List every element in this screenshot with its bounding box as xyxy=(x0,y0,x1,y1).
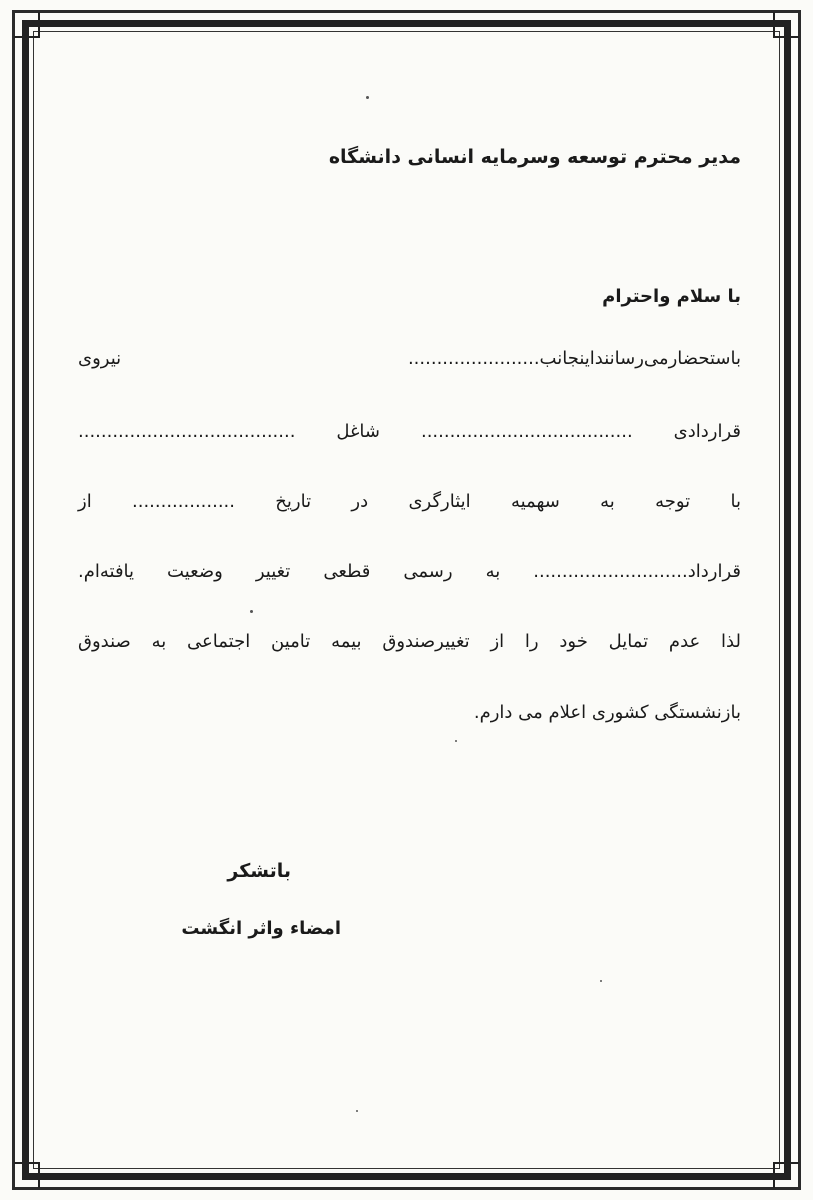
signature-label: امضاء واثر انگشت xyxy=(181,918,341,939)
body-line-3: با توجه به سهمیه ایثارگری در تاریخ .................. از xyxy=(78,491,741,512)
scan-speck xyxy=(250,610,253,613)
closing-thanks: باتشکر xyxy=(227,860,291,882)
border-corner-ornament xyxy=(14,12,40,38)
scan-speck xyxy=(366,96,369,99)
border-corner-ornament xyxy=(773,12,799,38)
scan-speck xyxy=(455,740,457,742)
scan-speck xyxy=(600,980,602,982)
page-border-inner xyxy=(33,31,780,1169)
border-corner-ornament xyxy=(773,1162,799,1188)
body-line-1: باستحضارمی‌رساننداینجانب....................... نیروی xyxy=(78,348,741,369)
scan-speck xyxy=(356,1110,358,1112)
letter-heading: مدیر محترم توسعه وسرمایه انسانی دانشگاه xyxy=(328,146,741,168)
border-corner-ornament xyxy=(14,1162,40,1188)
letter-greeting: با سلام واحترام xyxy=(602,286,741,307)
body-line-4: قرارداد........................... به رسمی قطعی تغییر وضعیت یافته‌ام. xyxy=(78,561,741,582)
body-line-5: لذا عدم تمایل خود را از تغییرصندوق بیمه تامین اجتماعی به صندوق xyxy=(78,631,741,652)
body-line-6: بازنشستگی کشوری اعلام می دارم. xyxy=(473,702,741,723)
body-line-2: قراردادی ..................................... شاغل ...................................... xyxy=(78,421,741,442)
